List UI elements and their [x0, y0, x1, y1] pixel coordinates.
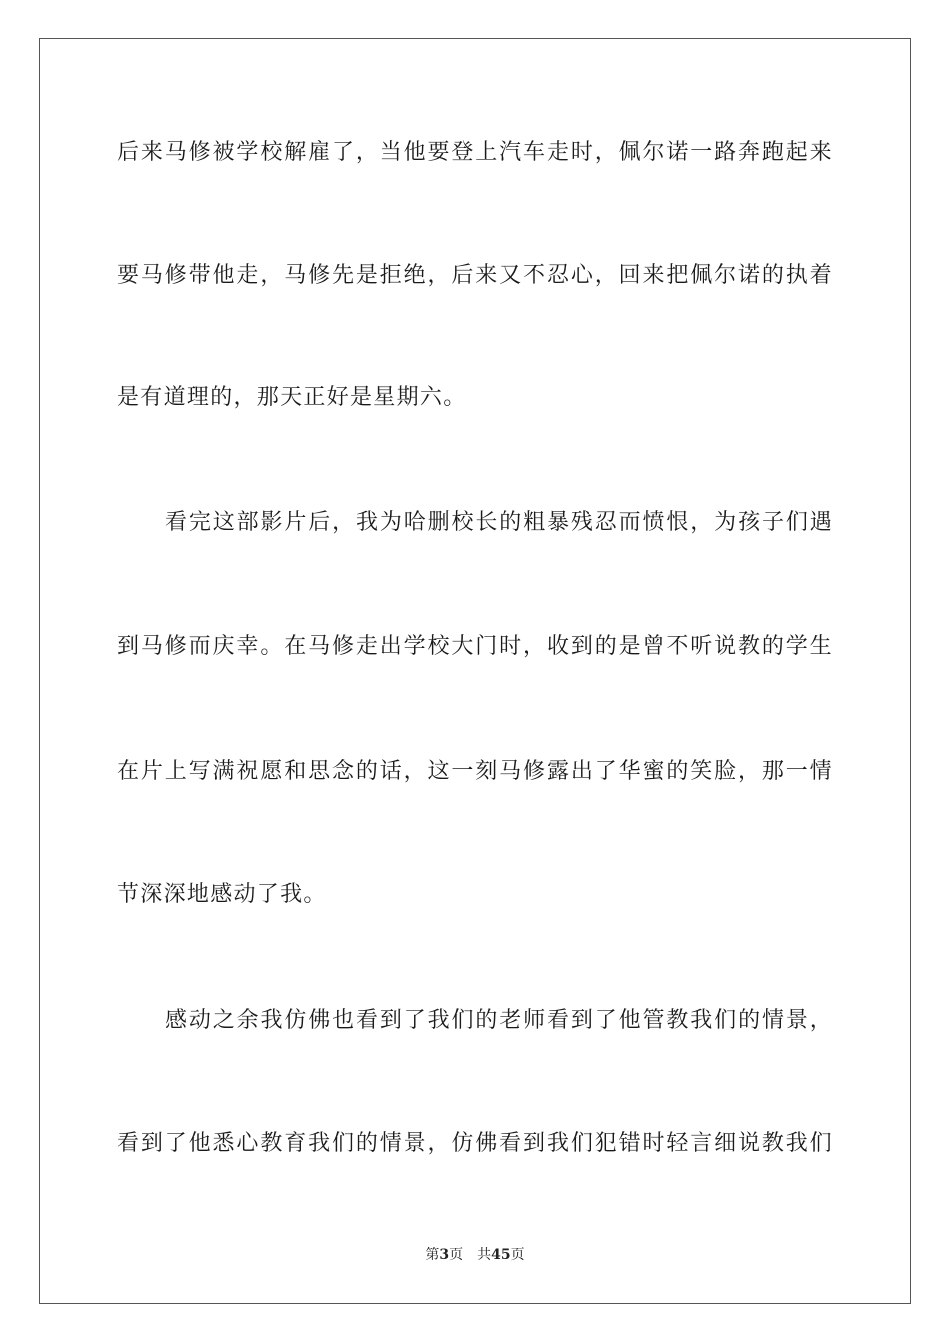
paragraph-2-line-3: 在片上写满祝愿和思念的话，这一刻马修露出了华蜜的笑脸，那一情 [117, 759, 833, 784]
paragraph-1-line-2: 要马修带他走，马修先是拒绝，后来又不忍心，回来把佩尔诺的执着 [117, 263, 833, 288]
paragraph-1-line-3: 是有道理的，那天正好是星期六。 [117, 385, 467, 410]
total-suffix: 页 [510, 1247, 525, 1263]
paragraph-1-line-1: 后来马修被学校解雇了，当他要登上汽车走时，佩尔诺一路奔跑起来 [117, 140, 833, 165]
total-prefix: 共 [477, 1247, 492, 1263]
page-prefix: 第 [425, 1247, 440, 1263]
paragraph-3-line-1: 感动之余我仿佛也看到了我们的老师看到了他管教我们的情景， [165, 1008, 833, 1033]
paragraph-2-line-1: 看完这部影片后，我为哈删校长的粗暴残忍而愤恨，为孩子们遇 [165, 510, 833, 535]
paragraph-2-line-4: 节深深地感动了我。 [117, 882, 327, 907]
page-number: 3 [439, 1247, 450, 1263]
total-pages: 45 [491, 1247, 511, 1263]
page-border [39, 38, 911, 1304]
paragraph-3-line-2: 看到了他悉心教育我们的情景，仿佛看到我们犯错时轻言细说教我们 [117, 1131, 833, 1156]
page-footer [0, 1245, 950, 1265]
paragraph-2-line-2: 到马修而庆幸。在马修走出学校大门时，收到的是曾不听说教的学生 [117, 634, 833, 659]
page-suffix: 页 [449, 1247, 464, 1263]
